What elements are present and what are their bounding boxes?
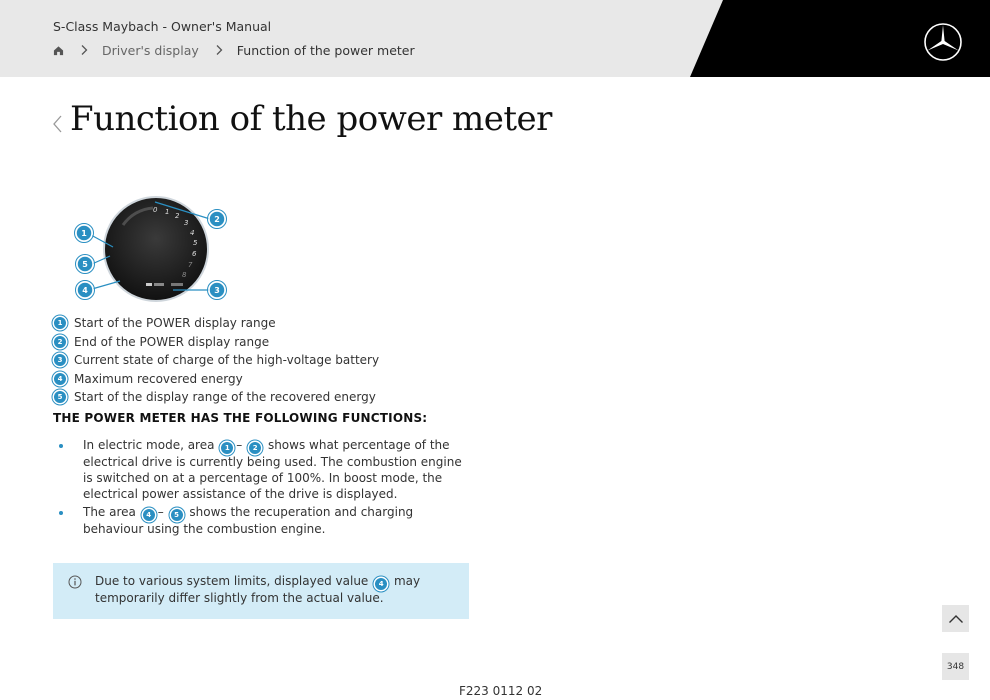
breadcrumb-drivers-display[interactable]: Driver's display [102, 42, 199, 58]
svg-text:4: 4 [82, 286, 88, 295]
mercedes-star-logo[interactable] [923, 22, 963, 62]
svg-text:5: 5 [82, 260, 88, 269]
callout-number: 4 [375, 578, 387, 590]
chevron-right-icon [213, 44, 225, 56]
chevron-up-icon [948, 614, 964, 624]
legend-text: Start of the display range of the recovered energy [74, 390, 376, 405]
legend-item [53, 314, 473, 333]
callout-2 [208, 210, 227, 229]
callout-3 [208, 281, 227, 300]
dial-number: 6 [192, 250, 197, 258]
note-text: may temporarily differ slightly from the actual value. [95, 574, 421, 606]
legend-item [53, 333, 473, 352]
dial-number: 3 [184, 219, 189, 227]
legend-text: Current state of charge of the high-voltage battery [74, 353, 380, 368]
chevron-right-icon [78, 44, 90, 56]
bullet-text: In electric mode, area [83, 438, 215, 452]
callout-number: 3 [54, 354, 66, 366]
chevron-left-icon[interactable] [51, 114, 63, 134]
callout-number: 1 [54, 317, 66, 329]
note-text: Due to various system limits, displayed value [95, 574, 369, 588]
list-item [53, 504, 468, 537]
page-number-button[interactable]: 348 [942, 653, 969, 680]
bullet-text: The area [83, 505, 136, 519]
callout-number: 2 [54, 336, 66, 348]
svg-text:1: 1 [81, 229, 87, 238]
dial-number: 0 [153, 206, 158, 214]
callout-number: 2 [249, 442, 261, 454]
manual-title: S-Class Maybach - Owner's Manual [53, 19, 272, 34]
dial-number: 5 [193, 239, 198, 247]
legend-text: Maximum recovered energy [74, 371, 243, 386]
callout-number: 4 [143, 509, 155, 521]
legend-item [53, 370, 473, 389]
breadcrumb [53, 42, 415, 58]
range-dash: – [157, 505, 164, 519]
dial-number: 8 [182, 271, 187, 279]
scroll-to-top-button[interactable] [942, 605, 969, 632]
home-icon[interactable] [53, 45, 64, 56]
list-item [53, 437, 468, 502]
callout-number: 4 [54, 373, 66, 385]
dial-number: 1 [165, 208, 170, 216]
info-note [53, 563, 469, 619]
range-dash: – [236, 438, 243, 452]
info-icon [68, 575, 82, 589]
figure-legend [53, 314, 473, 407]
callout-1 [75, 224, 94, 243]
dial-number: 7 [188, 261, 193, 269]
callout-4 [76, 281, 95, 300]
bullet-text: shows the recuperation and charging behaviour using the combustion engine. [83, 505, 414, 536]
section-heading: THE POWER METER HAS THE FOLLOWING FUNCTIONS: [53, 411, 428, 425]
legend-text: Start of the POWER display range [74, 316, 276, 331]
dial-number: 2 [175, 212, 180, 220]
callout-number: 5 [54, 391, 66, 403]
dial-number: 4 [190, 229, 195, 237]
callout-number: 5 [171, 509, 183, 521]
bullet-text: shows what percentage of the electrical drive is currently being used. The combustion engine is switched on at a percentage of 100%. In boost mode, the electrical power assistance of the drive is displayed. [83, 438, 462, 501]
svg-text:3: 3 [214, 286, 220, 295]
page-title: Function of the power meter [70, 99, 552, 139]
function-list [53, 437, 468, 539]
legend-text: End of the POWER display range [74, 334, 270, 349]
callout-number: 1 [221, 442, 233, 454]
callout-5 [76, 255, 95, 274]
legend-item [53, 388, 473, 407]
power-meter-figure [53, 190, 253, 306]
breadcrumb-current: Function of the power meter [236, 42, 415, 58]
svg-text:2: 2 [214, 215, 220, 224]
legend-item [53, 351, 473, 370]
figure-code: F223 0112 02 [459, 684, 543, 698]
